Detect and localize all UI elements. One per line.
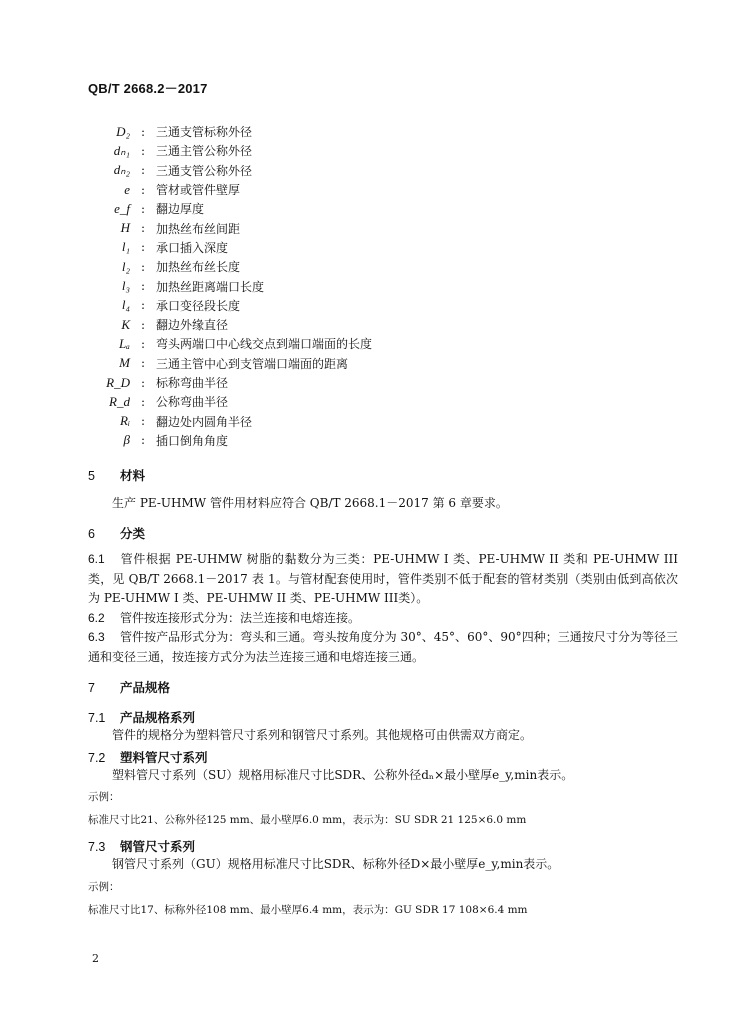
symbol-description: 三通支管标称外径 xyxy=(156,125,253,140)
section-title-text: 产品规格 xyxy=(120,680,171,695)
section-title-text: 材料 xyxy=(120,468,146,483)
symbol: l₃ xyxy=(121,278,130,294)
symbol-description: 三通主管公称外径 xyxy=(156,144,253,159)
clause-title-text: 钢管尺寸系列 xyxy=(120,839,196,854)
symbol-description: 插口倒角角度 xyxy=(156,433,229,448)
colon: : xyxy=(140,124,146,139)
symbol-row xyxy=(100,180,372,199)
clause-7-3-text: 钢管尺寸系列（GU）规格用标准尺寸比SDR、标称外径D×最小壁厚e_y,min表示。 xyxy=(112,857,560,871)
symbol: dₙ₁ xyxy=(113,142,130,158)
clause-number: 6.2 xyxy=(88,610,105,625)
standard-id: QB/T 2668.2－2017 xyxy=(88,81,208,96)
symbol-description: 三通主管中心到支管端口端面的距离 xyxy=(156,356,349,371)
symbol-description: 弯头两端口中心线交点到端口端面的长度 xyxy=(156,337,373,352)
symbol-description: 承口变径段长度 xyxy=(156,298,241,313)
symbol-description: 承口插入深度 xyxy=(156,240,229,255)
symbol-row xyxy=(100,122,372,141)
section-5-title xyxy=(88,466,678,484)
section-6 xyxy=(88,524,678,667)
example-label: 示例： xyxy=(88,880,120,893)
colon: : xyxy=(140,279,146,294)
clause-7-1-text: 管件的规格分为塑料管尺寸系列和钢管尺寸系列。其他规格可由供需双方商定。 xyxy=(112,728,533,742)
symbol: e xyxy=(124,181,130,197)
colon: : xyxy=(140,433,146,448)
colon: : xyxy=(140,375,146,390)
example-text: 标准尺寸比21、公称外径125 mm、最小壁厚6.0 mm，表示为：SU SDR 21 125×6.0 mm xyxy=(88,814,527,826)
symbol: Rᵢ xyxy=(120,413,130,429)
clause-6-1 xyxy=(88,550,678,609)
colon: : xyxy=(140,356,146,371)
colon: : xyxy=(140,201,146,216)
symbol-description: 加热丝布丝间距 xyxy=(156,221,241,236)
colon: : xyxy=(140,298,146,313)
clause-number: 7.2 xyxy=(88,750,106,765)
colon: : xyxy=(140,182,146,197)
symbol-description: 翻边外缘直径 xyxy=(156,318,229,333)
clause-number: 6.3 xyxy=(88,630,105,644)
colon: : xyxy=(140,317,146,332)
symbol-row xyxy=(100,354,372,373)
page-number: 2 xyxy=(92,952,99,965)
symbol-row xyxy=(100,411,372,430)
symbol: e_f xyxy=(114,200,130,216)
colon: : xyxy=(140,394,146,409)
colon: : xyxy=(140,259,146,274)
section-7-title xyxy=(88,678,678,696)
symbol-description: 标称弯曲半径 xyxy=(156,376,229,390)
symbol: l₁ xyxy=(121,239,130,255)
symbol-row xyxy=(100,161,372,180)
clause-7-1-title xyxy=(88,708,678,726)
symbol-row xyxy=(100,373,372,392)
symbol-row xyxy=(100,276,372,295)
symbol: H xyxy=(120,220,130,236)
colon: : xyxy=(140,221,146,236)
symbol-description: 翻边厚度 xyxy=(156,202,205,217)
section-5-text: 生产 PE-UHMW 管件用材料应符合 QB/T 2668.1－2017 第 6 章要求。 xyxy=(112,496,508,510)
symbol: M xyxy=(119,355,130,371)
symbol-description: 加热丝距离端口长度 xyxy=(156,279,265,294)
example-text: 标准尺寸比17、标称外径108 mm、最小壁厚6.4 mm，表示为：GU SDR 17 108×6.4 mm xyxy=(88,903,528,916)
symbol-list xyxy=(100,122,372,450)
symbol-row xyxy=(100,334,372,353)
symbol-row xyxy=(100,392,372,411)
clause-7-2-title xyxy=(88,748,678,766)
clause-text: 管件按产品形式分为：弯头和三通。弯头按角度分为 30°、45°、60°、90°四种；三通按尺寸分为等径三通和变径三通，按连接方式分为法兰连接三通和电熔连接三通。 xyxy=(88,630,678,664)
clause-7-3-title xyxy=(88,837,678,855)
clause-text: 管件根据 PE-UHMW 树脂的黏数分为三类：PE-UHMW I 类、PE-UHMW II 类和 PE-UHMW III类，见 QB/T 2668.1－2017 表 1。与管材配套使用时，管件类别不低于配套的管材类别（类别由低到高依次为 PE-UHMW I 类、PE-UHMW II 类、PE-UHMW III类）。 xyxy=(88,552,678,605)
section-number: 6 xyxy=(88,527,95,541)
symbol-row xyxy=(100,431,372,450)
symbol-description: 三通支管公称外径 xyxy=(156,163,253,178)
clause-number: 7.1 xyxy=(88,711,106,725)
section-title-text: 分类 xyxy=(120,526,146,541)
symbol-row xyxy=(100,238,372,257)
colon: : xyxy=(140,336,146,351)
symbol: R_d xyxy=(109,393,130,409)
symbol: K xyxy=(121,316,130,332)
clause-6-3 xyxy=(88,628,678,667)
clause-title-text: 塑料管尺寸系列 xyxy=(120,749,208,765)
symbol-description: 管材或管件壁厚 xyxy=(156,183,241,198)
section-7 xyxy=(88,678,678,917)
symbol-row xyxy=(100,141,372,160)
colon: : xyxy=(140,163,146,178)
section-6-title xyxy=(88,524,678,542)
symbol-row xyxy=(100,218,372,237)
symbol-row xyxy=(100,199,372,218)
symbol: dₙ₂ xyxy=(113,162,130,178)
symbol: β xyxy=(123,432,130,448)
symbol-description: 翻边处内圆角半径 xyxy=(156,414,253,429)
colon: : xyxy=(140,414,146,429)
clause-7-2-text: 塑料管尺寸系列（SU）规格用标准尺寸比SDR、公称外径dₙ×最小壁厚e_y,min表示。 xyxy=(112,767,574,782)
example-label: 示例： xyxy=(88,791,120,803)
symbol-description: 公称弯曲半径 xyxy=(156,395,229,410)
section-5 xyxy=(88,466,678,514)
symbol-description: 加热丝布丝长度 xyxy=(156,260,241,275)
section-number: 5 xyxy=(88,469,95,483)
symbol: D₂ xyxy=(116,123,130,139)
clause-number: 7.3 xyxy=(88,840,106,854)
clause-title-text: 产品规格系列 xyxy=(120,710,196,725)
section-number: 7 xyxy=(88,681,95,695)
symbol-row xyxy=(100,257,372,276)
colon: : xyxy=(140,240,146,255)
clause-text: 管件按连接形式分为：法兰连接和电熔连接。 xyxy=(120,610,361,625)
symbol: R_D xyxy=(106,374,130,390)
symbol: l₂ xyxy=(121,258,130,274)
clause-number: 6.1 xyxy=(88,552,105,566)
symbol-row xyxy=(100,296,372,315)
symbol: Lₐ xyxy=(118,335,130,351)
colon: : xyxy=(140,143,146,158)
symbol-row xyxy=(100,315,372,334)
symbol: l₄ xyxy=(121,297,130,313)
clause-6-2 xyxy=(88,609,678,629)
